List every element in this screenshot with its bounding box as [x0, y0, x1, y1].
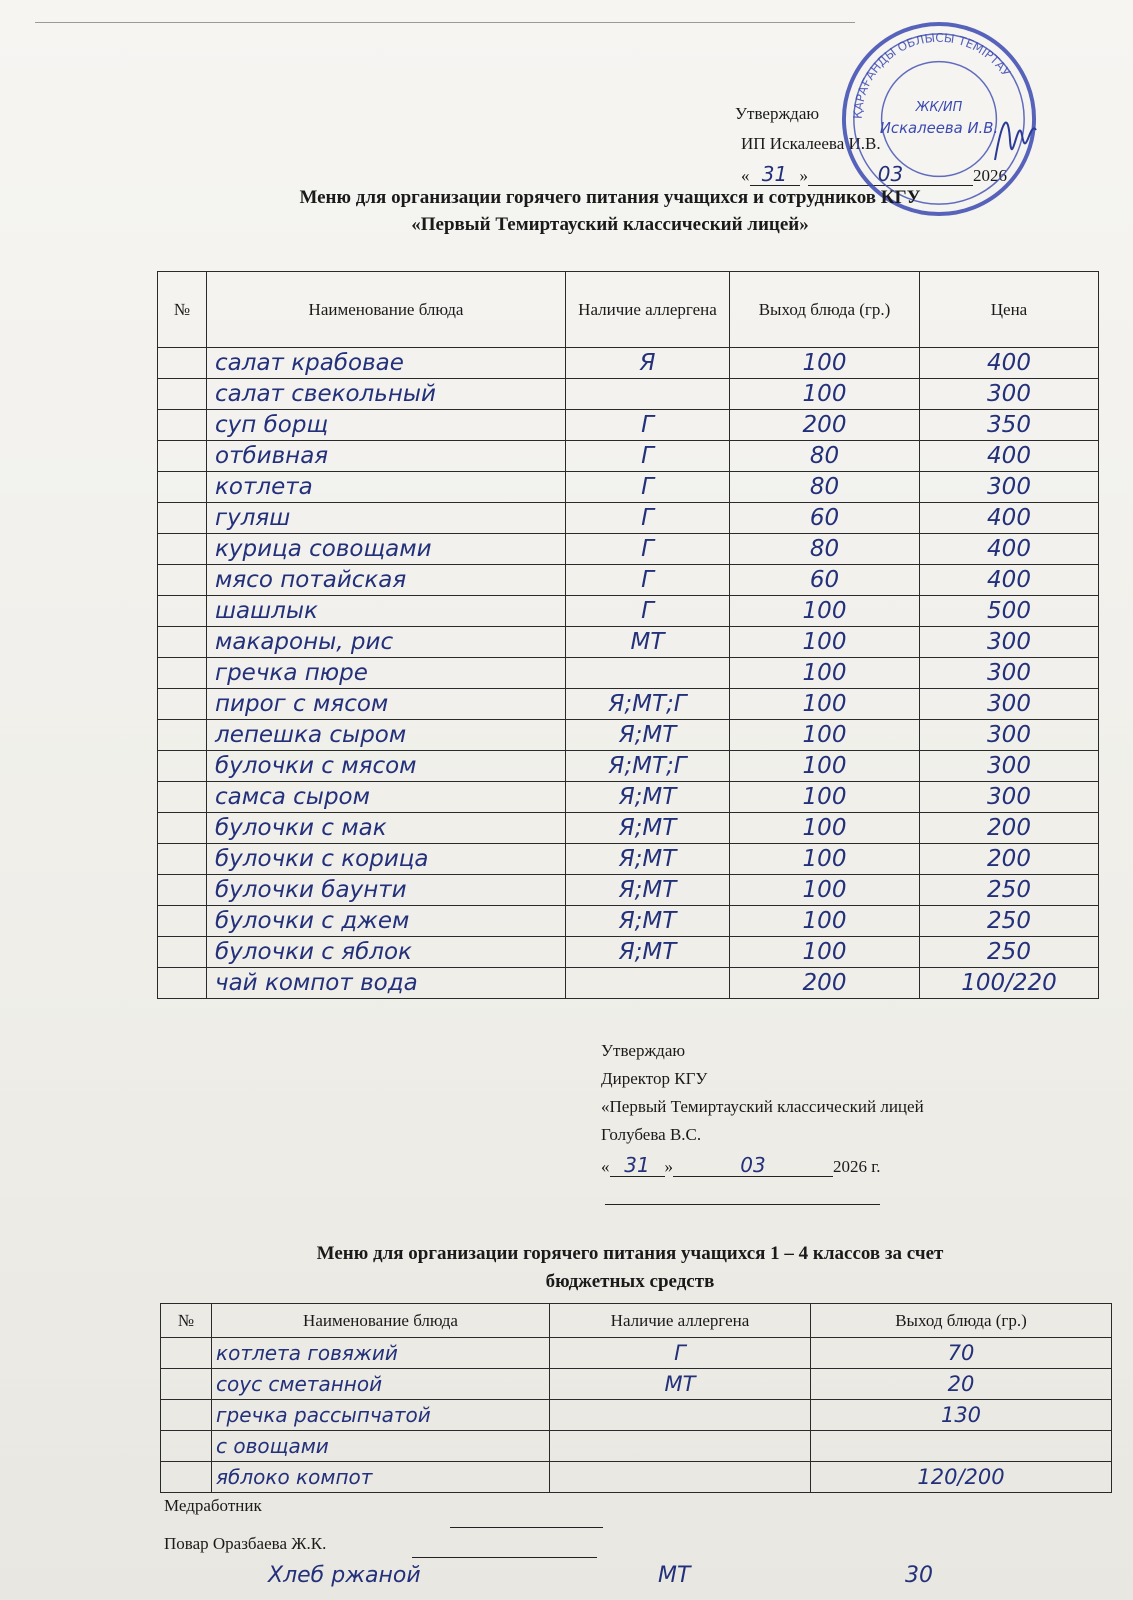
table-row — [161, 1338, 1112, 1369]
weight-value: 100 — [730, 813, 920, 844]
weight-value: 200 — [730, 410, 920, 441]
dish-name: гуляш — [207, 503, 566, 534]
weight-value: 130 — [811, 1400, 1112, 1431]
allergen-value: Г — [566, 410, 730, 441]
row-number-cell — [158, 689, 207, 720]
dish-name: салат свекольный — [207, 379, 566, 410]
dish-name: курица совощами — [207, 534, 566, 565]
allergen-value — [566, 658, 730, 689]
dish-name: мясо потайская — [207, 565, 566, 596]
dish-name: лепешка сыром — [207, 720, 566, 751]
price-value: 300 — [920, 782, 1099, 813]
menu1-rows — [158, 348, 1099, 999]
row-number-cell — [158, 782, 207, 813]
menu2-title: Меню для организации горячего питания учащихся 1 – 4 классов за счет — [316, 1243, 944, 1264]
weight-value: 120/200 — [811, 1462, 1112, 1493]
col-weight: Выход блюда (гр.) — [730, 272, 920, 348]
weight-value: 80 — [730, 472, 920, 503]
row-number-cell — [158, 844, 207, 875]
weight-value — [811, 1431, 1112, 1462]
allergen-value: Г — [566, 472, 730, 503]
price-value: 400 — [920, 534, 1099, 565]
row-number-cell — [158, 906, 207, 937]
extra-item-name: Хлеб ржаной — [268, 1563, 421, 1588]
col2-allergen: Наличие аллергена — [550, 1304, 811, 1338]
weight-value: 100 — [730, 782, 920, 813]
svg-text:ЖК/ИП: ЖК/ИП — [915, 100, 963, 116]
row-number-cell — [158, 503, 207, 534]
row-number-cell — [158, 379, 207, 410]
dish-name: яблоко компот — [212, 1462, 550, 1493]
extra-item-weight: 30 — [905, 1563, 933, 1588]
weight-value: 70 — [811, 1338, 1112, 1369]
weight-value: 60 — [730, 503, 920, 534]
allergen-value: Г — [550, 1338, 811, 1369]
price-value: 300 — [920, 472, 1099, 503]
dish-name: булочки с корица — [207, 844, 566, 875]
dish-name: гречка рассыпчатой — [212, 1400, 550, 1431]
extra-item-allergen: МТ — [658, 1563, 691, 1588]
allergen-value: Я;МТ — [566, 720, 730, 751]
approval1-day: 31 — [750, 163, 800, 186]
price-value: 300 — [920, 689, 1099, 720]
approval2-line1: Утверждаю — [601, 1041, 686, 1060]
table-row — [161, 1462, 1112, 1493]
table-row — [158, 410, 1099, 441]
table-row — [158, 348, 1099, 379]
table-row — [158, 782, 1099, 813]
approval1-month: 03 — [808, 163, 973, 186]
dish-name: салат крабовае — [207, 348, 566, 379]
price-value: 350 — [920, 410, 1099, 441]
weight-value: 100 — [730, 348, 920, 379]
approval2-line4: Голубева В.С. — [601, 1125, 702, 1144]
table-row — [158, 596, 1099, 627]
table-row — [158, 968, 1099, 999]
row-number-cell — [161, 1400, 212, 1431]
table-row — [158, 627, 1099, 658]
allergen-value: Я;МТ — [566, 813, 730, 844]
dish-name: суп борщ — [207, 410, 566, 441]
weight-value: 100 — [730, 627, 920, 658]
table-row — [158, 720, 1099, 751]
dish-name: котлета — [207, 472, 566, 503]
row-number-cell — [161, 1462, 212, 1493]
allergen-value — [550, 1431, 811, 1462]
allergen-value: Г — [566, 441, 730, 472]
approval2-line2: Директор КГУ — [601, 1069, 708, 1088]
table-row — [158, 689, 1099, 720]
approval1-line1: Утверждаю — [735, 104, 820, 123]
allergen-value: Я;МТ — [566, 906, 730, 937]
approval1-line2: ИП Искалеева И.В. — [741, 134, 881, 153]
row-number-cell — [158, 410, 207, 441]
signature — [990, 100, 1040, 180]
weight-value: 100 — [730, 596, 920, 627]
allergen-value: МТ — [566, 627, 730, 658]
table-row — [158, 472, 1099, 503]
row-number-cell — [158, 348, 207, 379]
allergen-value — [550, 1462, 811, 1493]
row-number-cell — [158, 968, 207, 999]
table-row — [161, 1369, 1112, 1400]
price-value: 400 — [920, 503, 1099, 534]
price-value: 100/220 — [920, 968, 1099, 999]
weight-value: 80 — [730, 441, 920, 472]
row-number-cell — [158, 937, 207, 968]
row-number-cell — [158, 751, 207, 782]
medic-label: Медработник — [164, 1496, 262, 1515]
weight-value: 100 — [730, 906, 920, 937]
allergen-value: Я;МТ — [566, 844, 730, 875]
row-number-cell — [158, 875, 207, 906]
dish-name: булочки с яблок — [207, 937, 566, 968]
row-number-cell — [161, 1338, 212, 1369]
table-row — [158, 658, 1099, 689]
allergen-value: Я — [566, 348, 730, 379]
table-row — [158, 844, 1099, 875]
table-row — [158, 565, 1099, 596]
approval2-year: 2026 г. — [833, 1157, 881, 1176]
allergen-value: Г — [566, 565, 730, 596]
price-value: 400 — [920, 348, 1099, 379]
allergen-value: МТ — [550, 1369, 811, 1400]
menu1-table — [157, 271, 1099, 999]
col-allergen: Наличие аллергена — [566, 272, 730, 348]
table-row — [158, 906, 1099, 937]
row-number-cell — [158, 472, 207, 503]
cook-label: Повар Оразбаева Ж.К. — [164, 1534, 327, 1553]
col-dish-name: Наименование блюда — [207, 272, 566, 348]
price-value: 250 — [920, 906, 1099, 937]
menu2-subtitle: бюджетных средств — [545, 1271, 715, 1292]
price-value: 400 — [920, 441, 1099, 472]
weight-value: 100 — [730, 751, 920, 782]
table-row — [158, 534, 1099, 565]
row-number-cell — [158, 441, 207, 472]
menu1-title: Меню для организации горячего питания учащихся и сотрудников КГУ — [299, 187, 921, 208]
dish-name: самса сыром — [207, 782, 566, 813]
approval2-signature-line — [605, 1204, 880, 1205]
menu2-rows — [161, 1338, 1112, 1493]
allergen-value: Я;МТ;Г — [566, 689, 730, 720]
svg-text:Искалеева И.В.: Искалеева И.В. — [879, 118, 999, 137]
allergen-value: Г — [566, 534, 730, 565]
approval2-month: 03 — [673, 1154, 833, 1177]
allergen-value — [550, 1400, 811, 1431]
row-number-cell — [158, 658, 207, 689]
price-value: 300 — [920, 379, 1099, 410]
table-row — [158, 441, 1099, 472]
approval1-year: 2026 — [973, 166, 1007, 185]
weight-value: 100 — [730, 844, 920, 875]
price-value: 250 — [920, 875, 1099, 906]
weight-value: 20 — [811, 1369, 1112, 1400]
allergen-value: Г — [566, 503, 730, 534]
approval2-date: « 31 » 03 2026 г. — [601, 1153, 881, 1177]
row-number-cell — [158, 534, 207, 565]
weight-value: 100 — [730, 689, 920, 720]
table-row — [158, 937, 1099, 968]
weight-value: 60 — [730, 565, 920, 596]
table-row — [158, 875, 1099, 906]
dish-name: булочки баунти — [207, 875, 566, 906]
price-value: 300 — [920, 720, 1099, 751]
allergen-value: Я;МТ — [566, 875, 730, 906]
dish-name: отбивная — [207, 441, 566, 472]
table-row — [158, 813, 1099, 844]
row-number-cell — [158, 596, 207, 627]
approval1-date: « 31 » 03 2026 — [741, 162, 1007, 186]
col2-dish-name: Наименование блюда — [212, 1304, 550, 1338]
top-rule — [35, 22, 855, 23]
dish-name: гречка пюре — [207, 658, 566, 689]
cook-signature-line — [412, 1557, 597, 1558]
allergen-value: Я;МТ — [566, 782, 730, 813]
price-value: 300 — [920, 627, 1099, 658]
row-number-cell — [158, 720, 207, 751]
menu2-table — [160, 1303, 1112, 1493]
weight-value: 100 — [730, 658, 920, 689]
approval2-line3: «Первый Темиртауский классический лицей — [601, 1097, 924, 1116]
table-row — [158, 503, 1099, 534]
dish-name: булочки с мак — [207, 813, 566, 844]
dish-name: соус сметанной — [212, 1369, 550, 1400]
dish-name: шашлык — [207, 596, 566, 627]
dish-name: булочки с джем — [207, 906, 566, 937]
weight-value: 200 — [730, 968, 920, 999]
price-value: 250 — [920, 937, 1099, 968]
price-value: 400 — [920, 565, 1099, 596]
weight-value: 100 — [730, 720, 920, 751]
price-value: 200 — [920, 813, 1099, 844]
col2-number: № — [161, 1304, 212, 1338]
dish-name: с овощами — [212, 1431, 550, 1462]
allergen-value — [566, 968, 730, 999]
weight-value: 100 — [730, 379, 920, 410]
dish-name: макароны, рис — [207, 627, 566, 658]
allergen-value: Я;МТ;Г — [566, 751, 730, 782]
row-number-cell — [158, 565, 207, 596]
col2-weight: Выход блюда (гр.) — [811, 1304, 1112, 1338]
row-number-cell — [161, 1369, 212, 1400]
dish-name: булочки с мясом — [207, 751, 566, 782]
weight-value: 80 — [730, 534, 920, 565]
weight-value: 100 — [730, 875, 920, 906]
row-number-cell — [158, 813, 207, 844]
table-row — [158, 379, 1099, 410]
row-number-cell — [161, 1431, 212, 1462]
table-row — [158, 751, 1099, 782]
price-value: 300 — [920, 751, 1099, 782]
menu1-subtitle: «Первый Темиртауский классический лицей» — [411, 214, 809, 235]
allergen-value — [566, 379, 730, 410]
col-number: № — [158, 272, 207, 348]
table-row — [161, 1431, 1112, 1462]
table-row — [161, 1400, 1112, 1431]
row-number-cell — [158, 627, 207, 658]
dish-name: пирог с мясом — [207, 689, 566, 720]
price-value: 500 — [920, 596, 1099, 627]
approval2-day: 31 — [610, 1154, 665, 1177]
price-value: 200 — [920, 844, 1099, 875]
medic-signature-line — [450, 1527, 603, 1528]
svg-text:ҚАРАҒАНДЫ ОБЛЫСЫ ТЕМІРТАУ: ҚАРАҒАНДЫ ОБЛЫСЫ ТЕМІРТАУ — [850, 30, 1014, 120]
allergen-value: Я;МТ — [566, 937, 730, 968]
allergen-value: Г — [566, 596, 730, 627]
price-value: 300 — [920, 658, 1099, 689]
dish-name: котлета говяжий — [212, 1338, 550, 1369]
dish-name: чай компот вода — [207, 968, 566, 999]
weight-value: 100 — [730, 937, 920, 968]
col-price: Цена — [920, 272, 1099, 348]
